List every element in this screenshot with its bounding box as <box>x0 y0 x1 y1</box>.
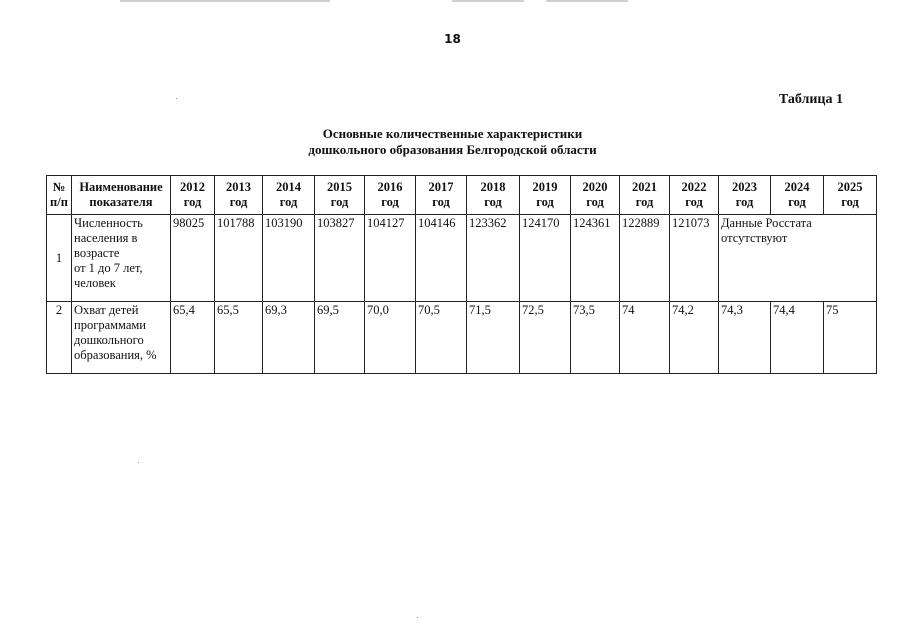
value-cell: 65,5 <box>215 302 263 374</box>
value-cell: 65,4 <box>171 302 215 374</box>
header-year <box>467 176 520 215</box>
table-title <box>0 126 905 158</box>
header-row <box>47 176 877 215</box>
table-row <box>47 215 877 302</box>
value-cell: 73,5 <box>571 302 620 374</box>
header-year <box>215 176 263 215</box>
header-name <box>72 176 171 215</box>
value-cell: 69,3 <box>263 302 315 374</box>
year-label: 2025 <box>837 180 863 194</box>
header-year <box>771 176 824 215</box>
scan-speck <box>138 462 139 463</box>
scan-speck <box>176 98 177 99</box>
year-unit: год <box>484 195 502 209</box>
year-unit: год <box>788 195 806 209</box>
header-year <box>824 176 877 215</box>
year-unit: год <box>586 195 604 209</box>
year-label: 2013 <box>226 180 251 194</box>
row-index: 2 <box>47 302 72 374</box>
header-year <box>263 176 315 215</box>
value-cell: 123362 <box>467 215 520 302</box>
year-label: 2023 <box>732 180 757 194</box>
header-year <box>520 176 571 215</box>
value-cell: 71,5 <box>467 302 520 374</box>
value-cell: 74,3 <box>719 302 771 374</box>
row-name-line: от 1 до 7 лет, <box>74 261 143 275</box>
year-unit: год <box>279 195 298 209</box>
row-name-line: образования, % <box>74 348 157 362</box>
header-year <box>416 176 467 215</box>
table-title-line-2: дошкольного образования Белгородской области <box>308 142 597 157</box>
year-unit: год <box>735 195 754 209</box>
value-cell: 75 <box>824 302 877 374</box>
value-cell: 104146 <box>416 215 467 302</box>
header-year <box>315 176 365 215</box>
row-name-line: Охват детей <box>74 303 139 317</box>
value-cell: 121073 <box>670 215 719 302</box>
year-label: 2024 <box>784 180 810 194</box>
header-year <box>620 176 670 215</box>
header-index-line: № <box>52 180 66 194</box>
scan-edge-line <box>452 0 524 2</box>
year-label: 2022 <box>681 180 707 194</box>
year-unit: год <box>183 195 202 209</box>
year-label: 2021 <box>632 180 657 194</box>
row-name-line: населения в <box>74 231 138 245</box>
value-cell: 74,4 <box>771 302 824 374</box>
table-row <box>47 302 877 374</box>
value-cell: 98025 <box>171 215 215 302</box>
value-cell: 103827 <box>315 215 365 302</box>
value-cell: 122889 <box>620 215 670 302</box>
value-cell: 74,2 <box>670 302 719 374</box>
value-cell: 72,5 <box>520 302 571 374</box>
year-label: 2018 <box>480 180 506 194</box>
row-name-line: Численность <box>74 216 143 230</box>
row-name-line: возрасте <box>74 246 120 260</box>
header-name-line: Наименование <box>79 180 163 194</box>
year-label: 2016 <box>377 180 403 194</box>
scan-speck <box>417 617 418 618</box>
row-name <box>72 215 171 302</box>
header-name-line: показателя <box>89 195 153 209</box>
year-label: 2012 <box>180 180 205 194</box>
year-label: 2019 <box>532 180 558 194</box>
row-name <box>72 302 171 374</box>
value-cell: 104127 <box>365 215 416 302</box>
year-label: 2017 <box>428 180 454 194</box>
year-unit: год <box>536 195 554 209</box>
table-label: Таблица 1 <box>778 92 843 107</box>
year-unit: год <box>685 195 703 209</box>
row-name-line: дошкольного <box>74 333 144 347</box>
header-year <box>171 176 215 215</box>
year-unit: год <box>841 195 859 209</box>
rosstat-note-cell: Данные Росстата отсутствуют <box>719 215 877 302</box>
row-index: 1 <box>47 215 72 302</box>
row-name-line: программами <box>74 318 146 332</box>
value-cell: 103190 <box>263 215 315 302</box>
header-year <box>365 176 416 215</box>
year-unit: год <box>229 195 248 209</box>
header-index <box>47 176 72 215</box>
page-number: 18 <box>444 32 461 46</box>
header-index-line: п/п <box>50 195 68 209</box>
year-label: 2020 <box>582 180 608 194</box>
row-name-line: человек <box>74 276 116 290</box>
value-cell: 124361 <box>571 215 620 302</box>
header-year <box>719 176 771 215</box>
statistics-table <box>46 175 877 374</box>
year-unit: год <box>635 195 654 209</box>
year-unit: год <box>432 195 450 209</box>
value-cell: 69,5 <box>315 302 365 374</box>
header-year <box>571 176 620 215</box>
year-label: 2014 <box>276 180 301 194</box>
value-cell: 74 <box>620 302 670 374</box>
year-unit: год <box>381 195 399 209</box>
value-cell: 124170 <box>520 215 571 302</box>
header-year <box>670 176 719 215</box>
scan-edge-line <box>546 0 628 2</box>
table-title-line-1: Основные количественные характеристики <box>322 126 583 141</box>
year-label: 2015 <box>327 180 352 194</box>
value-cell: 70,0 <box>365 302 416 374</box>
value-cell: 101788 <box>215 215 263 302</box>
scan-edge-line <box>120 0 330 2</box>
value-cell: 70,5 <box>416 302 467 374</box>
year-unit: год <box>330 195 349 209</box>
